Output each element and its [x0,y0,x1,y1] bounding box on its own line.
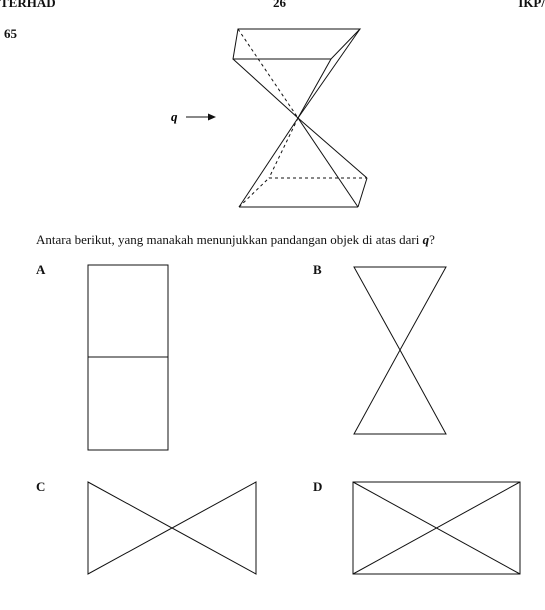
option-b-drawing[interactable] [354,267,446,434]
header-left: TERHAD [0,0,56,10]
question-text: Antara berikut, yang manakah menunjukkan pandangan objek di atas dari q? [36,232,435,247]
option-d-label[interactable]: D [313,479,323,494]
option-a-label[interactable]: A [36,262,46,277]
header-right: IKP/ [518,0,545,10]
question-number: 65 [4,26,17,41]
option-c-label[interactable]: C [36,479,46,494]
arrow-label: q [171,109,178,124]
page-number: 26 [273,0,286,10]
option-a-drawing[interactable] [88,265,168,450]
option-c-drawing[interactable] [88,482,256,574]
option-b-label[interactable]: B [313,262,322,277]
option-d-drawing[interactable] [353,482,520,574]
